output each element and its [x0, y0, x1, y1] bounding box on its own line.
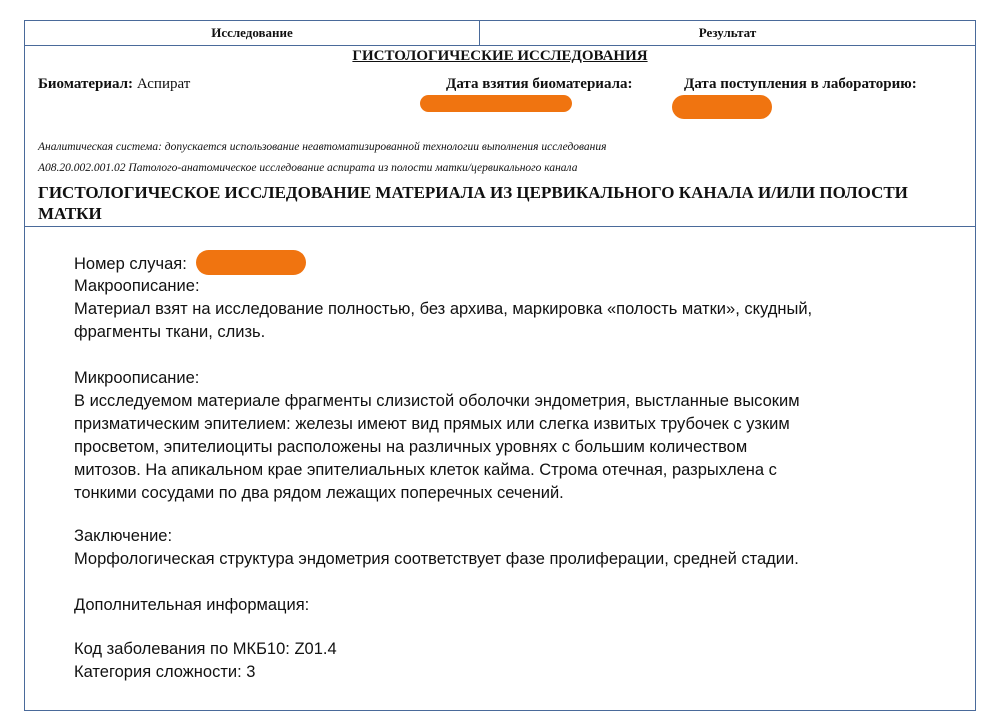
biomaterial-row: [38, 76, 190, 93]
header-result: Результат: [480, 20, 976, 46]
micro-line: просветом, эпителиоциты расположены на различных уровнях с большим количеством: [74, 438, 748, 456]
conclusion-text: Морфологическая структура эндометрия соответствует фазе пролиферации, средней стадии.: [74, 550, 799, 568]
conclusion-label: Заключение:: [74, 527, 173, 545]
macro-line: фрагменты ткани, слизь.: [74, 323, 266, 341]
micro-label: Микроописание:: [74, 369, 200, 387]
study-title: ГИСТОЛОГИЧЕСКОЕ ИССЛЕДОВАНИЕ МАТЕРИАЛА ИЗ ЦЕРВИКАЛЬНОГО КАНАЛА И/ИЛИ ПОЛОСТИ МАТКИ: [38, 183, 908, 223]
analytic-system: Аналитическая система: допускается использование неавтоматизированной технологии выполнения исследования: [38, 141, 607, 153]
date-taken-label: Дата взятия биоматериала:: [446, 76, 633, 92]
section-title: ГИСТОЛОГИЧЕСКИЕ ИССЛЕДОВАНИЯ: [352, 48, 648, 64]
date-received-label: Дата поступления в лабораторию:: [684, 76, 917, 92]
redaction-case-number: [196, 250, 306, 275]
micro-line: митозов. На апикальном крае эпителиальных клеток кайма. Строма отечная, разрыхлена с: [74, 461, 777, 479]
macro-line: Материал взят на исследование полностью, без архива, маркировка «полость матки», скудный,: [74, 300, 813, 318]
service-code: А08.20.002.001.02 Патолого-анатомическое исследование аспирата из полости матки/цервикального канала: [38, 162, 578, 174]
additional-info-label: Дополнительная информация:: [74, 596, 310, 614]
complexity-category: Категория сложности: 3: [74, 663, 256, 681]
table-header: [24, 20, 976, 46]
biomaterial-label: Биоматериал:: [38, 76, 134, 92]
case-number-label: Номер случая:: [74, 255, 187, 273]
header-study: Исследование: [24, 20, 480, 46]
redaction-date-taken: [420, 95, 572, 112]
divider: [24, 226, 976, 227]
micro-line: тонкими сосудами по два рядом лежащих поперечных сечений.: [74, 484, 564, 502]
icd-code: Код заболевания по МКБ10: Z01.4: [74, 640, 337, 658]
macro-label: Макроописание:: [74, 277, 200, 295]
micro-line: В исследуемом материале фрагменты слизистой оболочки эндометрия, выстланные высоким: [74, 392, 800, 410]
biomaterial-value: Аспират: [136, 76, 191, 92]
redaction-date-received: [672, 95, 772, 119]
micro-line: призматическим эпителием: железы имеют вид прямых или слегка извитых трубочек с узким: [74, 415, 790, 433]
